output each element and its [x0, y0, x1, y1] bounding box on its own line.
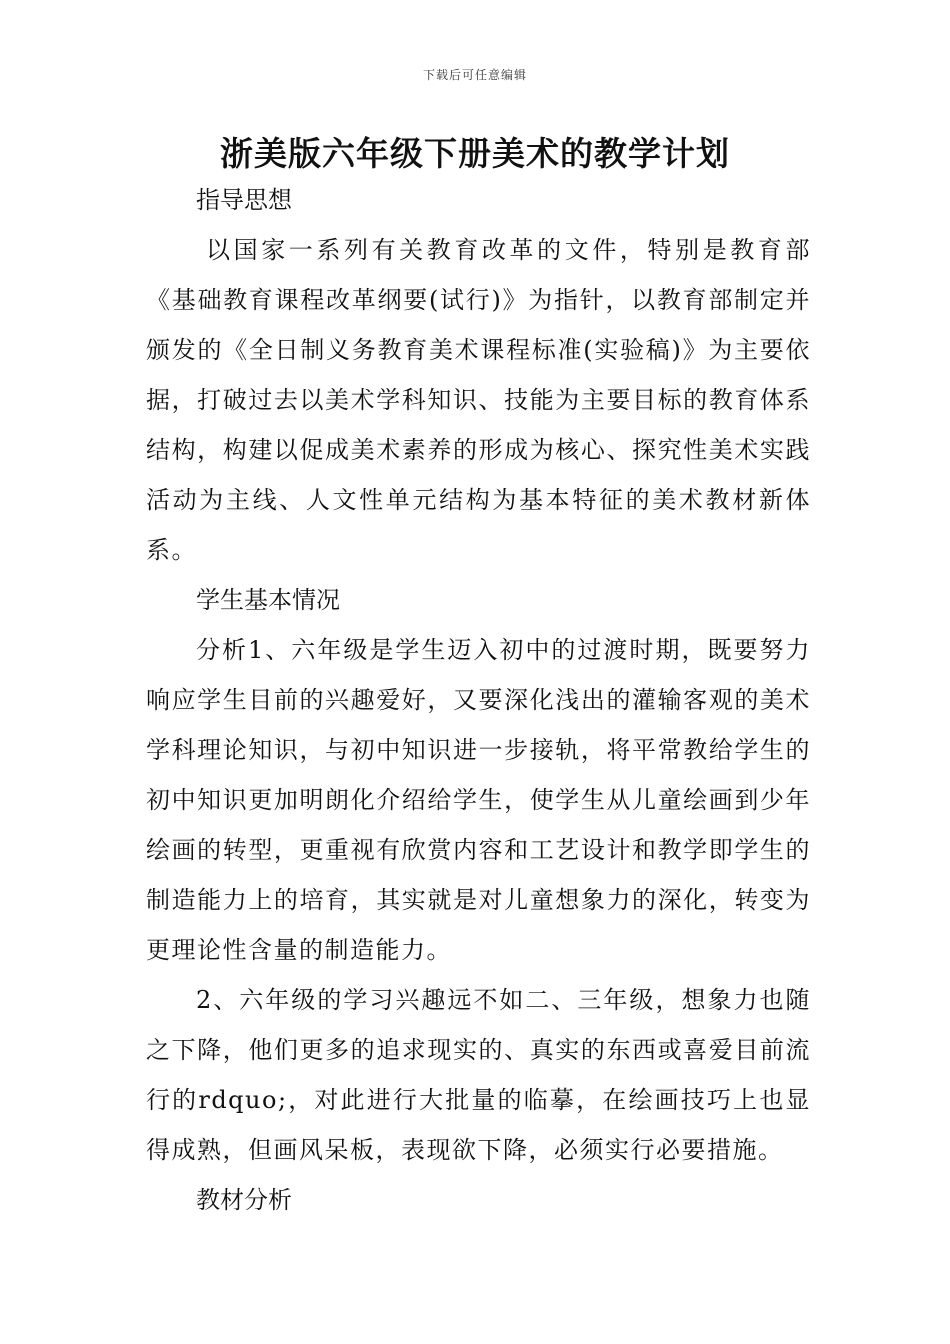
document-title: 浙美版六年级下册美术的教学计划 [220, 134, 730, 173]
header-note: 下载后可任意编辑 [422, 68, 527, 82]
document-body [146, 175, 811, 1225]
paragraph-guiding-ideology: 以国家一系列有关教育改革的文件，特别是教育部《基础教育课程改革纲要(试行)》为指针，以教育部制定并颁发的《全日制义务教育美术课程标准(实验稿)》为主要依据，打破过去以美术学科知识、技能为主要目标的教育体系结构，构建以促成美术素养的形成为核心、探究性美术实践活动为主线、人文性单元结构为基本特征的美术教材新体系。 [146, 236, 811, 564]
section-heading-student-situation: 学生基本情况 [196, 586, 340, 614]
section-heading-guiding-ideology: 指导思想 [196, 186, 292, 214]
section-heading-textbook-analysis: 教材分析 [196, 1186, 292, 1214]
paragraph-student-analysis-1: 分析1、六年级是学生迈入初中的过渡时期，既要努力响应学生目前的兴趣爱好，又要深化浅出的灌输客观的美术学科理论知识，与初中知识进一步接轨，将平常教给学生的初中知识更加明朗化介绍给学生，使学生从儿童绘画到少年绘画的转型，更重视有欣赏内容和工艺设计和教学即学生的制造能力上的培育，其实就是对儿童想象力的深化，转变为更理论性含量的制造能力。 [146, 636, 811, 964]
paragraph-student-analysis-2: 2、六年级的学习兴趣远不如二、三年级，想象力也随之下降，他们更多的追求现实的、真实的东西或喜爱目前流行的rdquo;，对此进行大批量的临摹，在绘画技巧上也显得成熟，但画风呆板，表现欲下降，必须实行必要措施。 [146, 986, 811, 1164]
